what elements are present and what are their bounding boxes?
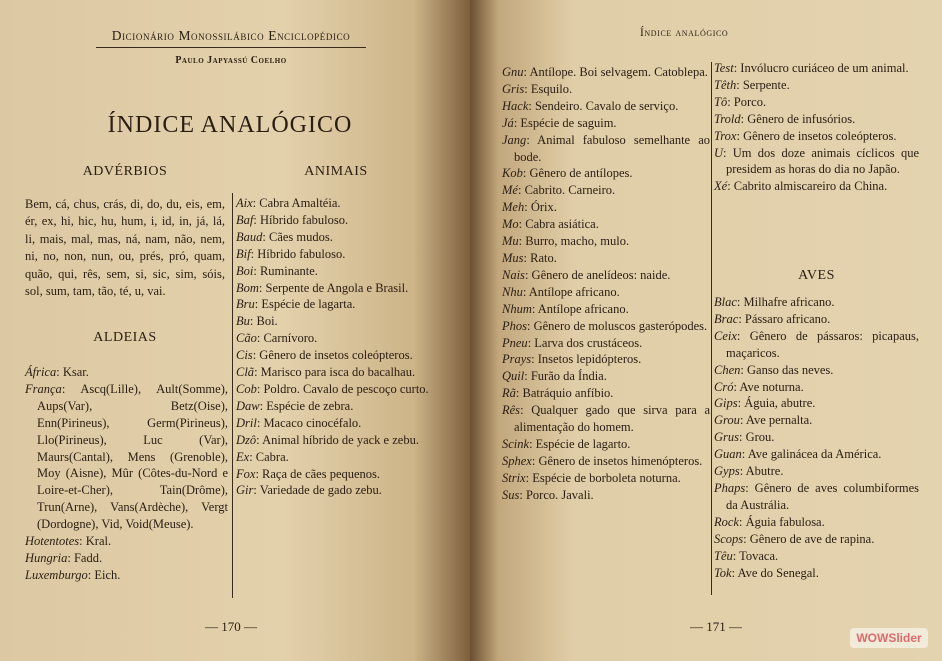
entry-term: Mus <box>502 250 524 265</box>
index-entry <box>714 412 919 429</box>
entry-term: Cob <box>236 381 257 396</box>
entry-definition: : Rato. <box>523 250 557 265</box>
index-entry <box>502 64 710 81</box>
entry-definition: : Grou. <box>739 430 775 445</box>
index-entry <box>502 335 710 352</box>
page-number: — 171 — <box>690 619 742 634</box>
entry-term: Daw <box>236 398 260 413</box>
entry-definition: : Ruminante. <box>253 263 318 278</box>
entry-term: U <box>714 145 724 160</box>
entry-definition: : Porco. Javali. <box>519 487 594 502</box>
entry-definition: : Híbrido fabuloso. <box>253 212 349 227</box>
entry-term: Trold <box>714 111 741 126</box>
entry-definition: : Poldro. Cavalo de pescoço curto. <box>256 381 429 396</box>
entry-term: Tô <box>714 94 728 109</box>
entry-term: Phaps <box>714 480 746 495</box>
entry-term: Fox <box>236 466 256 481</box>
entry-definition: : Invólucro curiáceo de um animal. <box>733 61 909 75</box>
index-entry <box>25 533 228 550</box>
entry-term: Dzô <box>236 432 257 447</box>
animais-continued-list-2 <box>714 60 919 195</box>
entry-definition: : Pássaro africano. <box>738 311 831 326</box>
entry-definition: : Qualquer gado que sirva para a alimentação do homem. <box>514 403 710 435</box>
entry-definition: : Sendeiro. Cavalo de serviço. <box>528 98 679 113</box>
index-entry <box>502 199 710 216</box>
aves-list <box>714 294 919 581</box>
entry-definition: : Cabra. <box>249 449 289 464</box>
entry-term: Phos <box>502 318 527 333</box>
entry-term: Bru <box>236 297 255 312</box>
index-entry <box>25 550 228 567</box>
entry-definition: : Um dos doze animais cíclicos que presidem as horas do dia no Japão. <box>723 145 919 177</box>
entry-definition: : Antílope africano. <box>522 284 620 299</box>
entry-term: Pneu <box>502 335 528 350</box>
entry-definition: : Tovaca. <box>732 548 779 563</box>
entry-term: Bu <box>236 314 250 329</box>
entry-definition: : Animal fabuloso semelhante ao bode. <box>514 132 710 164</box>
entry-definition: : Ksar. <box>56 365 89 379</box>
entry-definition: : Cabra Amaltéia. <box>252 196 341 210</box>
aves-heading: AVES <box>798 268 835 283</box>
entry-definition: : Milhafre africano. <box>736 295 835 309</box>
animais-heading: ANIMAIS <box>304 164 368 179</box>
index-entry <box>714 463 919 480</box>
page-number: — 170 — <box>205 619 257 634</box>
index-entry <box>714 94 919 111</box>
entry-term: Mo <box>502 217 519 232</box>
entry-definition: : Espécie de borboleta noturna. <box>525 470 681 485</box>
entry-definition: : Gênero de pássaros: picapaus, maçaricos. <box>726 328 919 360</box>
index-entry <box>236 482 436 499</box>
entry-definition: : Larva dos crustáceos. <box>527 335 643 350</box>
entry-definition: : Macaco cinocéfalo. <box>256 415 362 430</box>
running-header: Índice analógico <box>640 27 729 39</box>
entry-term: Bom <box>236 280 259 295</box>
entry-definition: : Águia fabulosa. <box>738 514 825 529</box>
right-page <box>470 0 942 661</box>
index-entry <box>502 301 710 318</box>
index-entry <box>502 284 710 301</box>
index-entry <box>714 565 919 582</box>
entry-term: Blac <box>714 295 737 309</box>
entry-definition: : Abutre. <box>739 464 784 479</box>
entry-definition: : Órix. <box>524 200 557 215</box>
entry-term: Xé <box>714 179 728 194</box>
entry-definition: : Gênero de insetos coleópteros. <box>736 128 897 143</box>
entry-definition: : Espécie de lagarta. <box>254 297 356 312</box>
entry-term: Test <box>714 61 734 75</box>
entry-definition: : Águia, abutre. <box>737 396 816 411</box>
entry-definition: : Cabrito. Carneiro. <box>517 183 616 198</box>
index-entry <box>714 128 919 145</box>
entry-definition: : Carnívoro. <box>256 331 318 346</box>
entry-term: Hungria <box>25 550 68 565</box>
entry-definition: : Esquilo. <box>524 81 573 96</box>
index-entry <box>714 548 919 565</box>
index-entry <box>502 132 710 166</box>
index-entry <box>236 432 436 449</box>
entry-term: África <box>25 365 57 379</box>
index-entry <box>502 115 710 132</box>
column-divider <box>711 62 712 595</box>
entry-term: Mu <box>502 234 519 249</box>
index-entry <box>502 402 710 436</box>
entry-term: Ceix <box>714 328 737 343</box>
entry-term: Gris <box>502 81 525 96</box>
entry-definition: : Boi. <box>249 314 278 329</box>
index-entry <box>502 436 710 453</box>
index-entry <box>236 296 436 313</box>
entry-definition: : Antílope africano. <box>531 301 629 316</box>
index-entry <box>236 330 436 347</box>
index-entry <box>236 246 436 263</box>
index-entry <box>502 165 710 182</box>
index-entry <box>502 487 710 504</box>
entry-definition: : Burro, macho, mulo. <box>518 234 630 249</box>
index-entry <box>714 60 919 77</box>
entry-definition: : Raça de cães pequenos. <box>255 466 381 481</box>
entry-term: Grou <box>714 413 740 428</box>
entry-definition: : Gênero de aves columbiformes da Austrália. <box>726 480 919 512</box>
entry-definition: : Serpente de Angola e Brasil. <box>258 280 409 295</box>
index-entry <box>236 313 436 330</box>
index-entry <box>502 351 710 368</box>
entry-definition: : Porco. <box>727 94 767 109</box>
entry-term: Dril <box>236 415 257 430</box>
entry-term: Baud <box>236 229 263 244</box>
entry-term: Bif <box>236 246 251 261</box>
entry-term: Chen <box>714 362 741 377</box>
entry-definition: : Ascq(Lille), Ault(Somme), Aups(Var), Betz(Oise), Enn(Pirineus), Germ(Pirineus), Llo(Pirineus), Luc (Var), Maurs(Cantal), Mens (Grenoble), Moy (Aisne), Mûr (Côtes-du-Nord e Loire-et-Cher), Tain(Drôme), Trun(Arne), Vans(Ardèche), Vergt (Dordogne), Vid, Void(Meuse). <box>37 381 228 532</box>
index-entry <box>502 318 710 335</box>
index-entry <box>236 364 436 381</box>
index-entry <box>714 531 919 548</box>
entry-term: Quil <box>502 369 525 384</box>
entry-term: Boi <box>236 263 254 278</box>
index-entry <box>502 182 710 199</box>
entry-term: Nhu <box>502 284 523 299</box>
index-entry <box>714 145 919 179</box>
index-entry <box>236 381 436 398</box>
entry-definition: : Batráquio anfíbio. <box>515 386 614 401</box>
index-entry <box>502 453 710 470</box>
entry-definition: : Cabra asiática. <box>518 217 599 232</box>
entry-definition: : Furão da Índia. <box>524 369 607 384</box>
running-header-title: Dicionário Monossilábico Enciclopédico <box>96 28 366 48</box>
index-entry <box>714 362 919 379</box>
entry-definition: : Kral. <box>79 534 112 549</box>
index-entry <box>502 250 710 267</box>
entry-term: Brac <box>714 311 739 326</box>
entry-term: Gnu <box>502 65 524 79</box>
entry-definition: : Insetos lepidópteros. <box>531 352 642 367</box>
entry-definition: : Gênero de insetos coleópteros. <box>252 348 413 363</box>
entry-term: Grus <box>714 430 740 445</box>
index-entry <box>236 347 436 364</box>
entry-term: Scops <box>714 531 744 546</box>
entry-term: Aix <box>236 196 253 210</box>
entry-term: Nais <box>502 267 525 282</box>
entry-definition: : Ave galinácea da América. <box>741 447 882 462</box>
index-entry <box>236 449 436 466</box>
index-entry <box>236 466 436 483</box>
index-entry <box>25 364 228 381</box>
running-header-author: Paulo Japyassú Coelho <box>175 55 287 66</box>
entry-term: Jang <box>502 132 527 147</box>
entry-term: Nhum <box>502 301 532 316</box>
index-entry <box>502 368 710 385</box>
entry-term: Scink <box>502 436 530 451</box>
entry-definition: : Gênero de infusórios. <box>740 111 856 126</box>
entry-term: Gyps <box>714 464 740 479</box>
entry-term: Guan <box>714 447 742 462</box>
index-entry <box>714 446 919 463</box>
entry-definition: : Ave noturna. <box>733 379 804 394</box>
index-entry <box>714 328 919 362</box>
entry-term: Têu <box>714 548 733 563</box>
index-entry <box>714 111 919 128</box>
entry-definition: : Antílope. Boi selvagem. Catoblepa. <box>523 65 708 79</box>
aldeias-heading: ALDEIAS <box>93 330 157 345</box>
entry-definition: : Gênero de anelídeos: naide. <box>524 267 671 282</box>
index-entry <box>714 178 919 195</box>
entry-term: Strix <box>502 470 526 485</box>
entry-term: Hotentotes <box>25 534 80 549</box>
index-entry <box>714 395 919 412</box>
entry-term: Sus <box>502 487 520 502</box>
index-entry <box>236 280 436 297</box>
index-entry <box>714 480 919 514</box>
entry-term: Gir <box>236 483 254 498</box>
index-entry <box>502 216 710 233</box>
entry-term: Rock <box>714 514 739 529</box>
index-entry <box>502 233 710 250</box>
entry-definition: : Fadd. <box>67 550 103 565</box>
index-entry <box>236 229 436 246</box>
entry-definition: : Variedade de gado zebu. <box>253 483 382 498</box>
entry-term: Ex <box>236 449 250 464</box>
entry-term: Têth <box>714 77 737 92</box>
entry-term: Hack <box>502 98 529 113</box>
entry-term: Mé <box>502 183 518 198</box>
entry-term: Gips <box>714 396 738 411</box>
index-entry <box>714 514 919 531</box>
index-entry <box>25 567 228 584</box>
animais-list <box>236 195 436 499</box>
index-entry <box>502 385 710 402</box>
entry-definition: : Cães mudos. <box>262 229 333 244</box>
entry-definition: : Espécie de zebra. <box>259 398 354 413</box>
adverbios-text: Bem, cá, chus, crás, di, do, du, eis, em, ér, ex, hi, hic, hu, hum, i, id, in, já, lá, li, mais, mal, mas, ná, nam, não, nem, ni, no, non, nun, ou, prés, pró, quam, quão, qui, rês, sem, si, sic, sim, sóis, sol, sum, tam, tão, té, u, vai. <box>25 197 225 299</box>
index-entry <box>236 212 436 229</box>
entry-definition: : Ave pernalta. <box>739 413 813 428</box>
entry-term: Cão <box>236 331 257 346</box>
index-entry <box>236 398 436 415</box>
entry-definition: : Espécie de saguim. <box>513 115 617 130</box>
index-entry <box>502 98 710 115</box>
entry-term: Prays <box>502 352 532 367</box>
index-entry <box>236 195 436 212</box>
entry-term: Meh <box>502 200 525 215</box>
watermark-logo: WOWSlider <box>850 628 928 648</box>
index-entry <box>236 415 436 432</box>
entry-term: Tok <box>714 565 732 580</box>
entry-definition: : Ave do Senegal. <box>731 565 819 580</box>
entry-definition: : Marisco para isca do bacalhau. <box>254 365 416 380</box>
entry-definition: : Serpente. <box>736 77 790 92</box>
index-entry <box>502 470 710 487</box>
index-entry <box>502 81 710 98</box>
column-divider <box>232 193 233 598</box>
entry-definition: : Cabrito almiscareiro da China. <box>727 179 888 194</box>
entry-definition: : Espécie de lagarto. <box>529 436 631 451</box>
entry-term: Kob <box>502 166 523 181</box>
entry-term: Já <box>502 115 514 130</box>
index-entry <box>714 77 919 94</box>
aldeias-list <box>25 364 228 584</box>
entry-term: Baf <box>236 212 254 227</box>
entry-term: Cis <box>236 348 253 363</box>
index-entry <box>714 429 919 446</box>
index-entry <box>714 311 919 328</box>
index-entry <box>236 263 436 280</box>
entry-term: Rês <box>502 403 521 418</box>
entry-term: Clã <box>236 365 255 380</box>
animais-continued-list <box>502 64 710 504</box>
entry-definition: : Animal híbrido de yack e zebu. <box>256 432 419 447</box>
entry-term: Luxemburgo <box>25 567 88 582</box>
entry-term: Sphex <box>502 453 532 468</box>
entry-definition: : Ganso das neves. <box>740 362 834 377</box>
index-entry <box>714 379 919 396</box>
index-entry <box>714 294 919 311</box>
entry-definition: : Gênero de insetos himenópteros. <box>531 453 703 468</box>
entry-definition: : Gênero de antílopes. <box>522 166 633 181</box>
entry-term: Cró <box>714 379 734 394</box>
entry-term: Rã <box>502 386 516 401</box>
index-entry <box>25 381 228 533</box>
index-entry <box>502 267 710 284</box>
left-page <box>0 0 470 661</box>
entry-definition: : Eich. <box>87 567 121 582</box>
section-title: ÍNDICE ANALÓGICO <box>107 112 353 138</box>
entry-term: Trox <box>714 128 737 143</box>
entry-definition: : Híbrido fabuloso. <box>250 246 346 261</box>
entry-definition: : Gênero de moluscos gasterópodes. <box>527 318 708 333</box>
adverbios-heading: ADVÉRBIOS <box>82 164 168 179</box>
entry-definition: : Gênero de ave de rapina. <box>743 531 875 546</box>
entry-term: França <box>25 381 62 396</box>
